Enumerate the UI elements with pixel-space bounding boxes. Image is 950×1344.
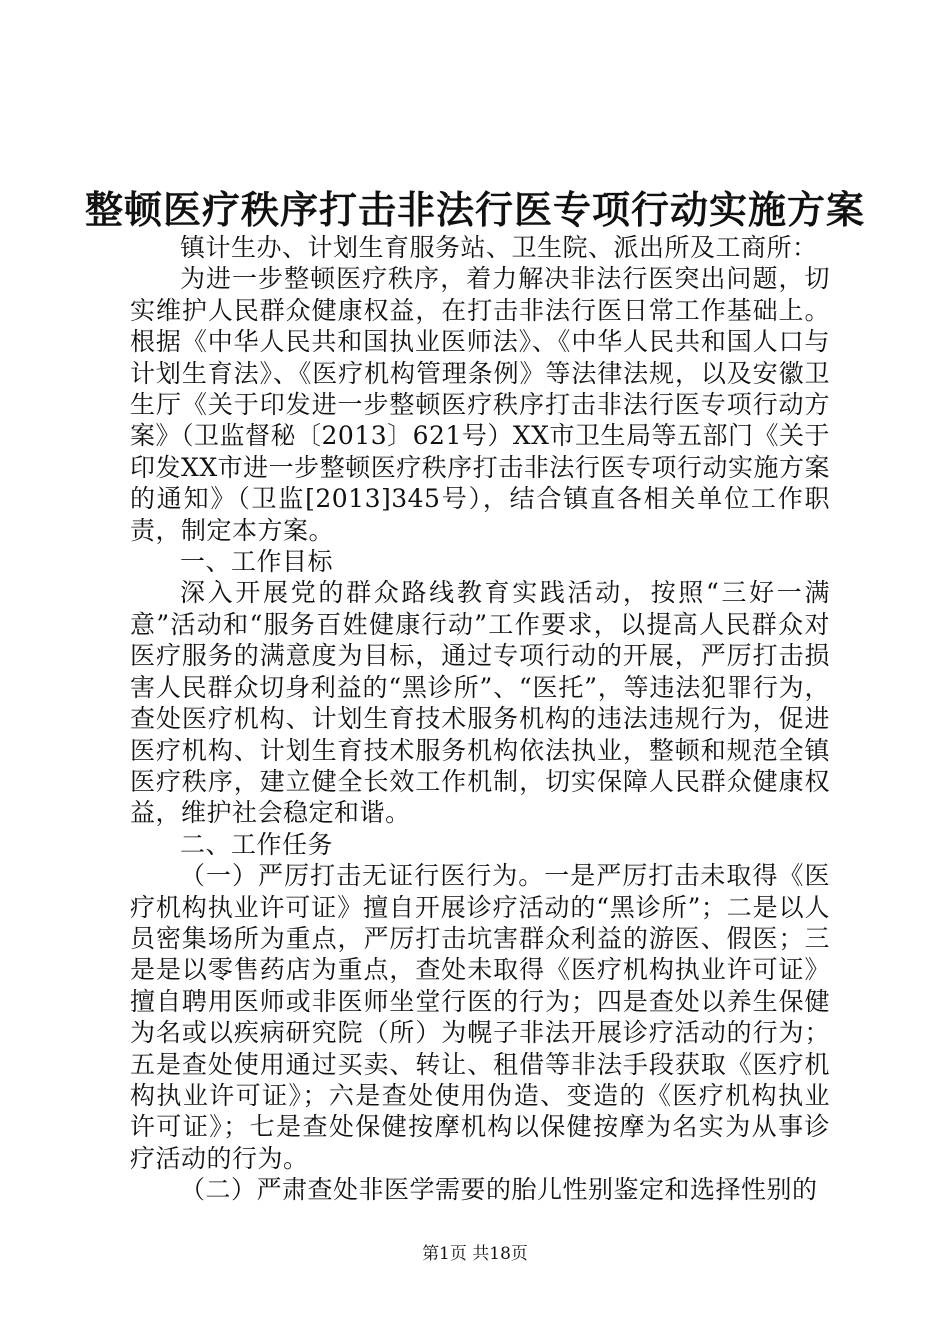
task-paragraph-2: （二）严肃查处非医学需要的胎儿性别鉴定和选择性别的 [180,1175,818,1205]
intro-paragraph: 为进一步整顿医疗秩序，着力解决非法行医突出问题，切实维护人民群众健康权益，在打击非法行医日常工作基础上。根据《中华人民共和国执业医师法》、《中华人民共和国人口与计划生育法》、《医疗机构管理条例》等法律法规，以及安徽卫生厅《关于印发进一步整顿医疗秩序打击非法行医专项行动方案》（卫监督秘〔2013〕621号）XX市卫生局等五部门《关于印发XX市进一步整顿医疗秩序打击非法行医专项行动实施方案的通知》（卫监[2013]345号），结合镇直各相关单位工作职责，制定本方案。 [130,264,830,545]
document-body [130,232,830,1206]
page-footer: 第1页 共18页 [422,1244,528,1264]
section-heading-tasks: 二、工作任务 [180,829,334,859]
section-heading-goals: 一、工作目标 [180,547,334,577]
goals-paragraph: 深入开展党的群众路线教育实践活动，按照“三好一满意”活动和“服务百姓健康行动”工作要求，以提高人民群众对医疗服务的满意度为目标，通过专项行动的开展，严厉打击损害人民群众切身利益的“黑诊所”、“医托”，等违法犯罪行为，查处医疗机构、计划生育技术服务机构的违法违规行为，促进医疗机构、计划生育技术服务机构依法执业，整顿和规范全镇医疗秩序，建立健全长效工作机制，切实保障人民群众健康权益，维护社会稳定和谐。 [130,578,830,828]
document-title: 整顿医疗秩序打击非法行医专项行动实施方案 [84,187,865,232]
task-paragraph-1: （一）严厉打击无证行医行为。一是严厉打击未取得《医疗机构执业许可证》擅自开展诊疗活动的“黑诊所”；二是以人员密集场所为重点，严厉打击坑害群众利益的游医、假医；三是是以零售药店为重点，查处未取得《医疗机构执业许可证》擅自聘用医师或非医师坐堂行医的行为；四是查处以养生保健为名或以疾病研究院（所）为幌子非法开展诊疗活动的行为；五是查处使用通过买卖、转让、租借等非法手段获取《医疗机构执业许可证》；六是查处使用伪造、变造的《医疗机构执业许可证》；七是查处保健按摩机构以保健按摩为名实为从事诊疗活动的行为。 [130,861,830,1173]
addressee-line: 镇计生办、计划生育服务站、卫生院、派出所及工商所： [180,233,818,262]
